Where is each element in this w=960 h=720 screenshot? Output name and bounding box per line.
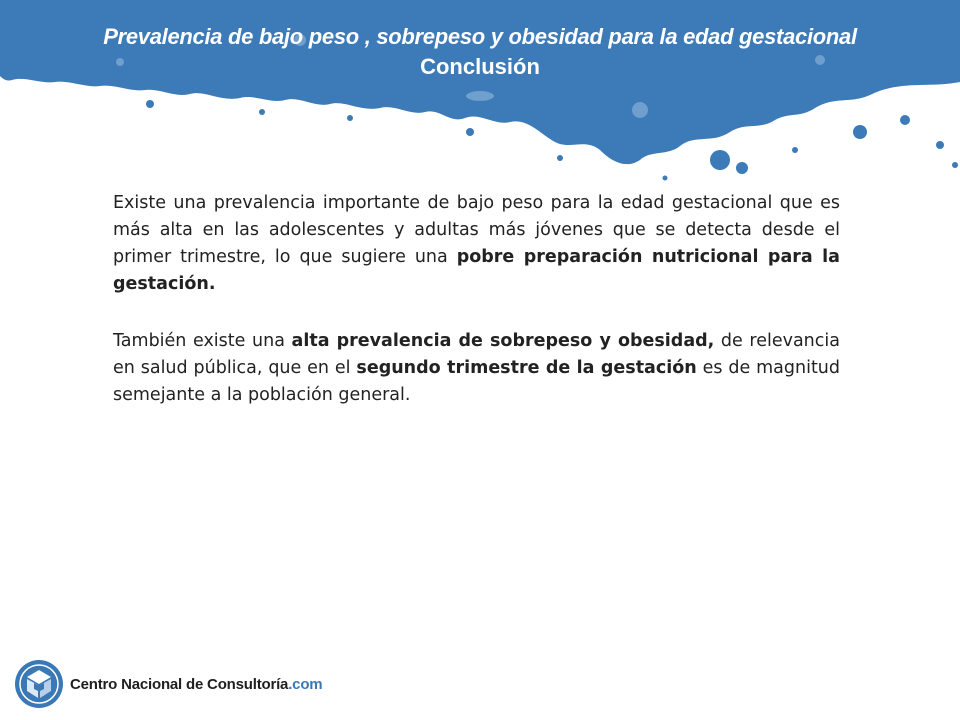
logo-domain: .com <box>288 675 323 693</box>
slide-title: Prevalencia de bajo peso , sobrepeso y obesidad para la edad gestacional <box>103 24 857 49</box>
paragraph-2 <box>113 328 840 409</box>
body-content <box>113 190 840 439</box>
splash-speck <box>632 102 648 118</box>
paragraph-2-text: es de magnitud semejante a la población general. <box>113 358 841 405</box>
paragraph-1-emphasis: pobre preparación nutricional para la gestación. <box>113 247 840 294</box>
company-logo <box>14 656 322 712</box>
splash-drop <box>347 115 353 121</box>
splash-drop <box>792 147 798 153</box>
splash-drop <box>936 141 944 149</box>
paragraph-2-emphasis: segundo trimestre de la gestación <box>356 358 697 378</box>
splash-drop <box>900 115 910 125</box>
splash-drop <box>736 162 748 174</box>
paragraph-2-text: de relevancia en salud pública, que en el <box>113 331 840 378</box>
splash-drop <box>259 109 265 115</box>
company-logo-text <box>70 676 322 693</box>
splash-drop <box>710 150 730 170</box>
splash-speck <box>466 91 494 101</box>
logo-name: Centro Nacional de Consultoría <box>70 675 289 693</box>
slide-subtitle: Conclusión <box>420 54 540 79</box>
slide-title-block <box>0 22 960 82</box>
splash-drop <box>466 128 474 136</box>
splash-drop <box>557 155 563 161</box>
paragraph-2-emphasis: alta prevalencia de sobrepeso y obesidad, <box>291 331 715 351</box>
paragraph-1 <box>113 190 840 298</box>
cnc-cube-logo-icon <box>14 659 64 709</box>
paragraph-2-text: También existe una <box>113 331 292 351</box>
splash-drop <box>853 125 867 139</box>
paragraph-1-text: Existe una prevalencia importante de bajo peso para la edad gestacional que es más alta en las adolescentes y adultas más jóvenes que se detecta desde el primer trimestre, lo que sugiere una <box>113 193 840 267</box>
splash-drop <box>663 176 668 181</box>
splash-drop <box>952 162 958 168</box>
splash-drop <box>146 100 154 108</box>
